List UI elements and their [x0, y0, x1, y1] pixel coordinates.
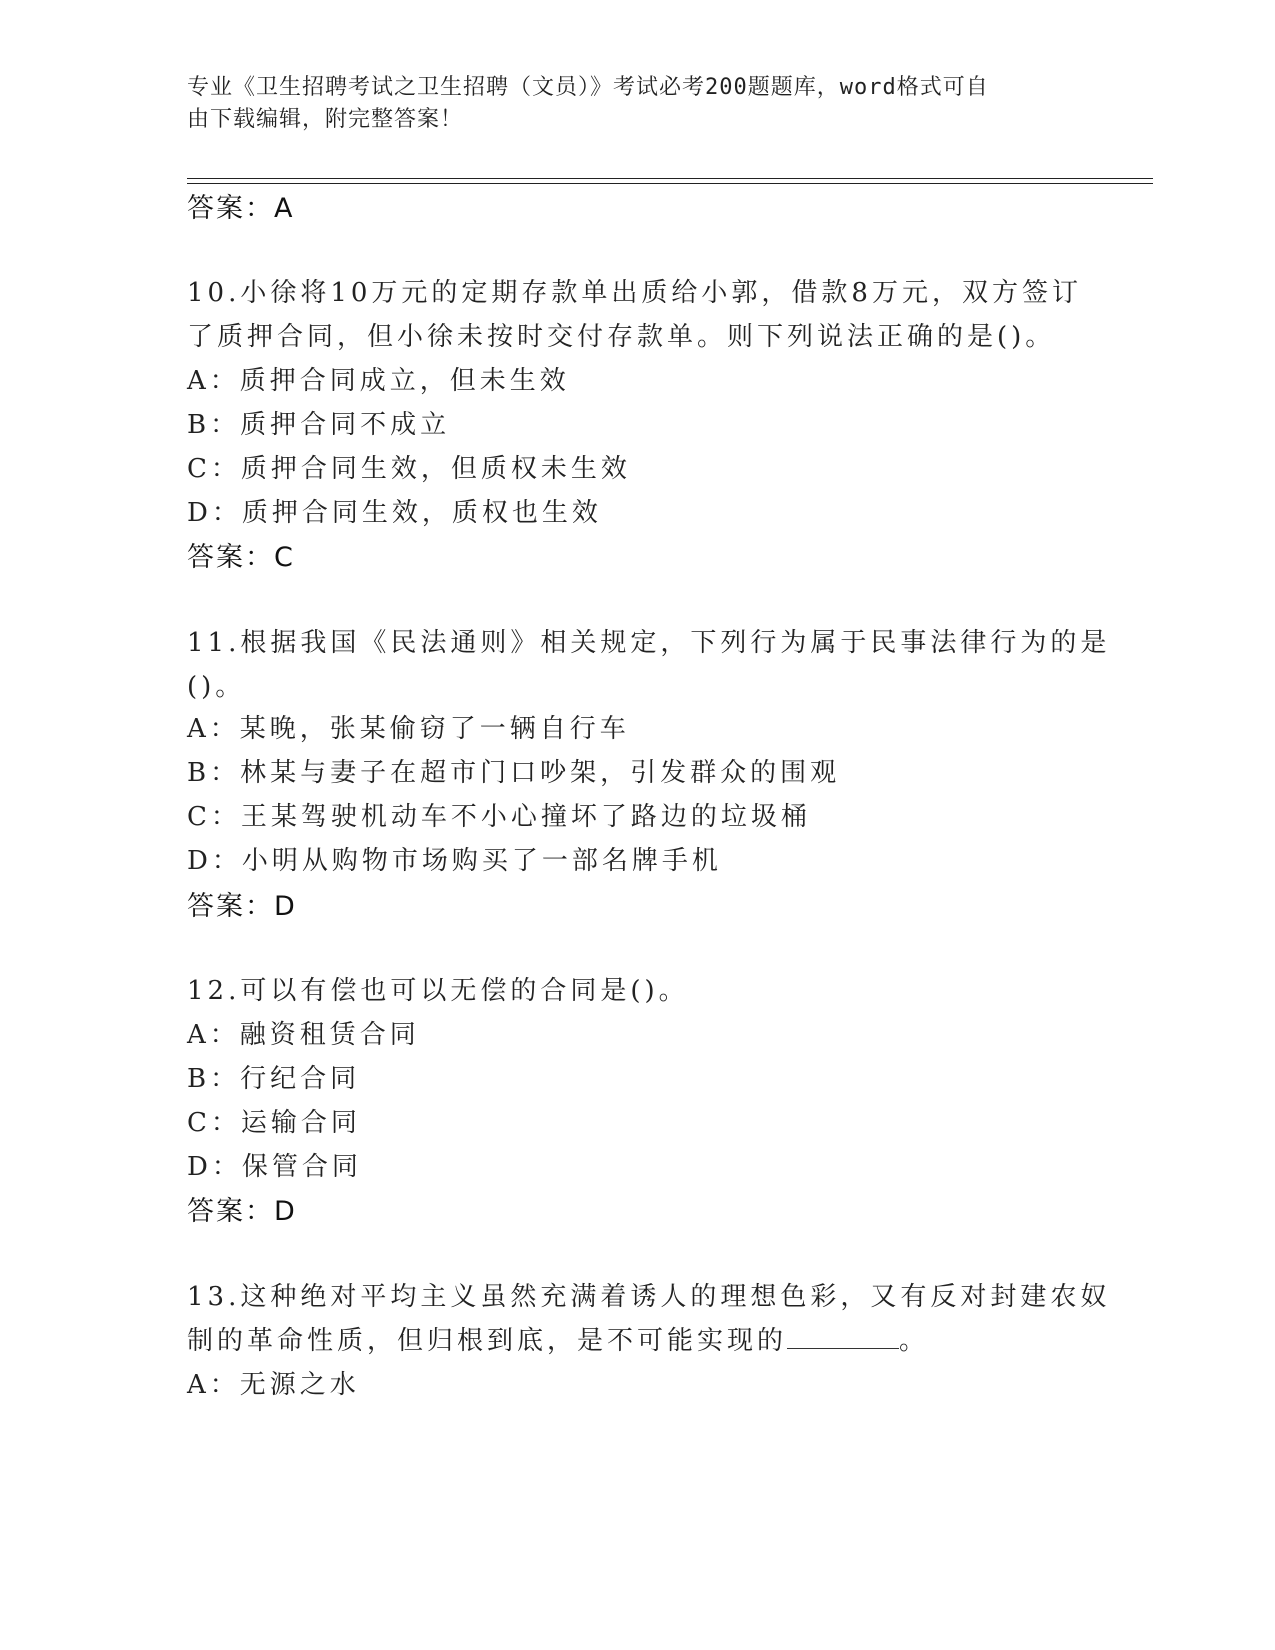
answer-line: 答案：A: [187, 193, 295, 224]
option-d: D：质押合同生效，质权也生效: [187, 498, 602, 528]
question-stem-line: 10.小徐将10万元的定期存款单出质给小郭，借款8万元，双方签订: [187, 278, 1082, 308]
option-b: B：林某与妻子在超市门口吵架，引发群众的围观: [187, 758, 841, 788]
answer-line: 答案：C: [187, 542, 295, 573]
question-stem-line: 了质押合同，但小徐未按时交付存款单。则下列说法正确的是()。: [187, 322, 1056, 352]
question-stem-line: 12.可以有偿也可以无偿的合同是()。: [187, 976, 689, 1006]
answer-line: 答案：D: [187, 891, 297, 922]
option-a: A：质押合同成立，但未生效: [187, 366, 570, 396]
header-divider-top: [187, 178, 1153, 179]
option-b: B：行纪合同: [187, 1064, 361, 1094]
option-c: C：运输合同: [187, 1108, 361, 1138]
option-a: A：某晚，张某偷窃了一辆自行车: [187, 714, 630, 744]
question-stem-line: 13.这种绝对平均主义虽然充满着诱人的理想色彩，又有反对封建农奴: [187, 1282, 1111, 1312]
option-d: D：保管合同: [187, 1152, 362, 1182]
option-b: B：质押合同不成立: [187, 410, 451, 440]
answer-line: 答案：D: [187, 1196, 297, 1227]
question-stem-end: 。: [899, 1326, 930, 1356]
option-a: A：无源之水: [187, 1370, 360, 1400]
question-stem-line: [187, 1320, 929, 1357]
question-stem-line: 11.根据我国《民法通则》相关规定，下列行为属于民事法律行为的是: [187, 628, 1111, 658]
header-divider-bottom: [187, 183, 1153, 184]
header-line-1: 专业《卫生招聘考试之卫生招聘（文员）》考试必考200题题库，word格式可自: [187, 75, 989, 100]
question-stem-text: 制的革命性质，但归根到底，是不可能实现的: [187, 1326, 788, 1356]
fill-in-blank: [787, 1326, 899, 1349]
document-header: [187, 72, 1067, 136]
option-c: C：质押合同生效，但质权未生效: [187, 454, 631, 484]
option-a: A：融资租赁合同: [187, 1020, 420, 1050]
option-c: C：王某驾驶机动车不小心撞坏了路边的垃圾桶: [187, 802, 811, 832]
option-d: D：小明从购物市场购买了一部名牌手机: [187, 846, 722, 876]
question-stem-line: ()。: [187, 672, 246, 702]
header-line-2: 由下载编辑，附完整答案！: [187, 107, 464, 132]
